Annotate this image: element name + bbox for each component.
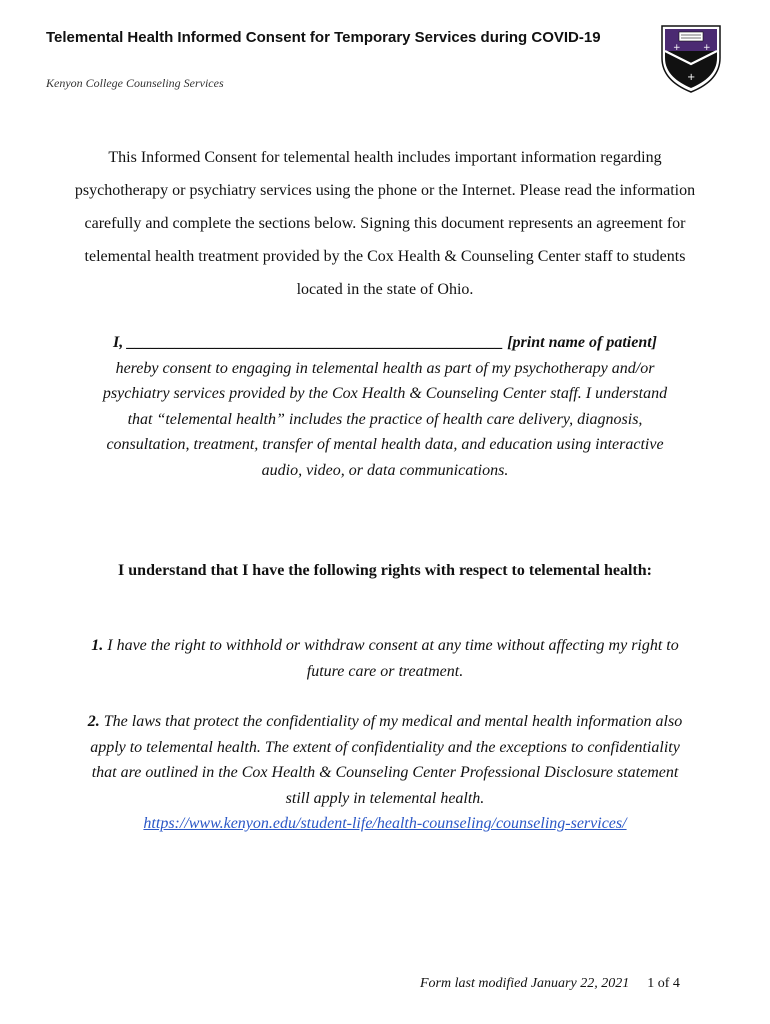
right-item-2 [80,709,690,837]
svg-text:+: + [687,72,696,83]
right-text: I have the right to withhold or withdraw consent at any time without affecting my right to future care or treatment. [103,637,679,680]
patient-name-blank[interactable]: _______________________________________________ [127,334,504,351]
svg-text:+: + [673,43,681,53]
consent-statement [90,330,680,483]
right-text: The laws that protect the confidentiality of my medical and mental health information also apply to telemental health. The extent of confidentiality and the exceptions to confidentiality that are outlined in the Cox Health & Counseling Center Professional Disclosure statement still apply in telemental health. [90,713,683,807]
intro-paragraph: This Informed Consent for telemental health includes important information regarding psychotherapy or psychiatry services using the phone or the Internet. Please read the information carefully and complete the sections below. Signing this document represents an agreement for telemental health treatment provided by the Cox Health & Counseling Center staff to students located in the state of Ohio. [74,149,696,298]
kenyon-seal-logo [660,24,722,94]
consent-prefix: I, [112,334,128,351]
page-footer [420,976,680,992]
consent-text: hereby consent to engaging in telemental health as part of my psychotherapy and/or psychiatry services provided by the Cox Health & Counseling Center staff. I understand that “telemental health” includes the practice of health care delivery, diagnosis, consultation, treatment, transfer of mental health data, and education using interactive audio, video, or data communications. [102,359,668,479]
right-item-1 [80,633,690,684]
counseling-services-link[interactable]: https://www.kenyon.edu/student-life/health-counseling/counseling-services/ [143,815,627,832]
page-number: 1 of 4 [647,976,680,991]
print-name-label: [print name of patient] [503,334,657,351]
document-subtitle: Kenyon College Counseling Services [46,76,224,90]
document-title: Telemental Health Informed Consent for Temporary Services during COVID-19 [46,29,601,46]
right-number: 1. [91,637,104,654]
rights-heading: I understand that I have the following rights with respect to telemental health: [118,562,652,579]
right-number: 2. [87,713,100,730]
svg-text:+: + [703,43,711,53]
form-modified-date: Form last modified January 22, 2021 [420,976,630,991]
